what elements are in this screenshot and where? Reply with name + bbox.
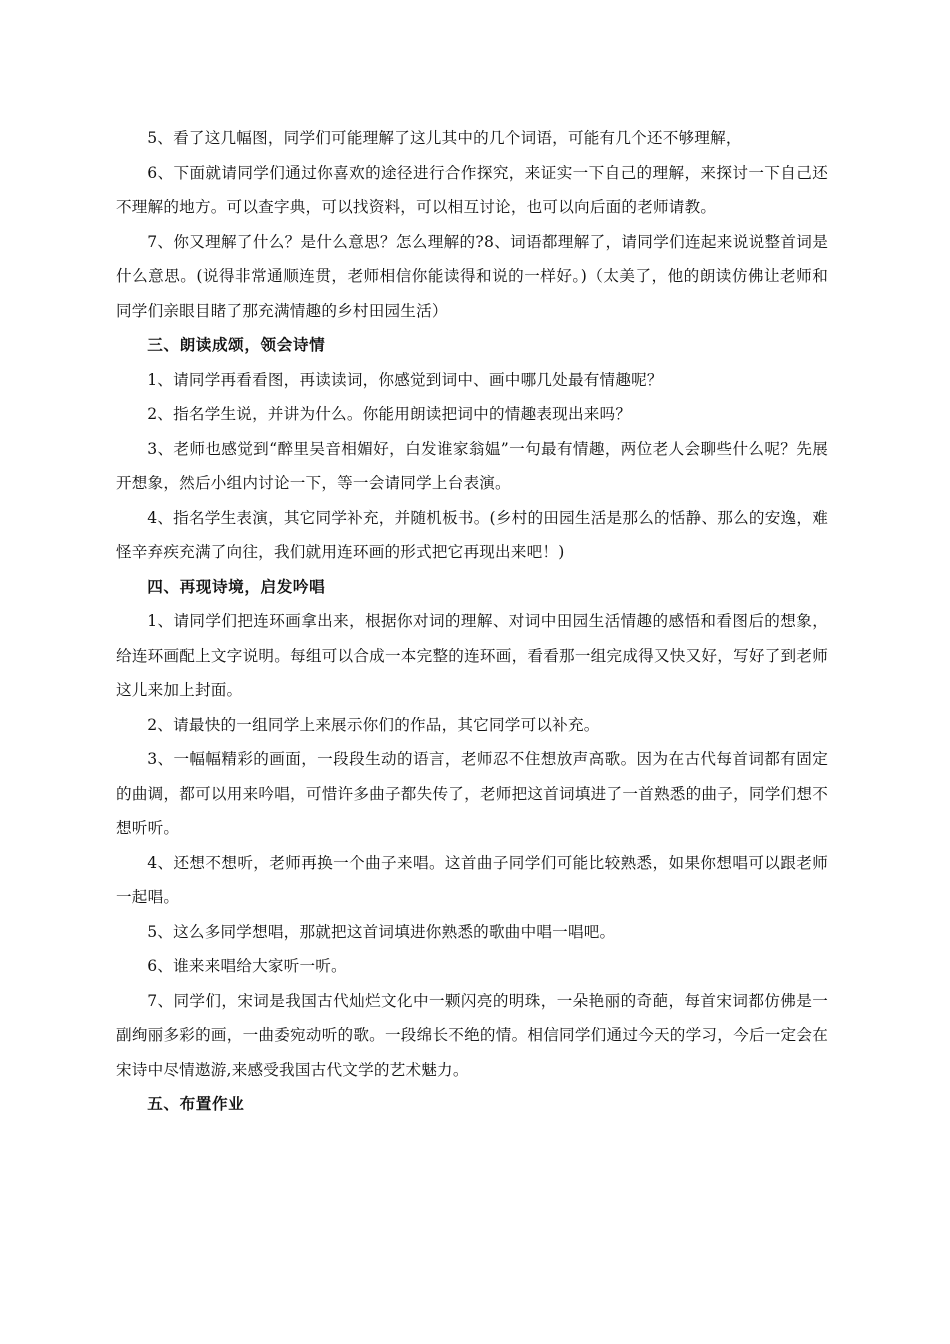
section-4-item-3: 3、一幅幅精彩的画面，一段段生动的语言，老师忍不住想放声高歌。因为在古代每首词都有固定的曲调，都可以用来吟唱，可惜许多曲子都失传了，老师把这首词填进了一首熟悉的曲子，同学们想不想听听。 bbox=[116, 750, 828, 837]
section-4-item-4: 4、还想不想听，老师再换一个曲子来唱。这首曲子同学们可能比较熟悉，如果你想唱可以跟老师一起唱。 bbox=[116, 853, 828, 906]
paragraph-step-6: 6、下面就请同学们通过你喜欢的途径进行合作探究，来证实一下自己的理解，来探讨一下自己还不理解的地方。可以查字典，可以找资料，可以相互讨论，也可以向后面的老师请教。 bbox=[116, 163, 828, 216]
paragraph-step-7: 7、你又理解了什么？是什么意思？怎么理解的?8、词语都理解了，请同学们连起来说说整首词是什么意思。(说得非常通顺连贯，老师相信你能读得和说的一样好。)（太美了，他的朗读仿佛让老师和同学们亲眼目睹了那充满情趣的乡村田园生活） bbox=[116, 232, 828, 320]
section-heading-4: 四、再现诗境，启发吟唱 bbox=[147, 577, 326, 596]
section-3-item-1: 1、请同学再看看图，再读读词，你感觉到词中、画中哪几处最有情趣呢？ bbox=[147, 370, 663, 389]
section-3-item-4: 4、指名学生表演，其它同学补充，并随机板书。(乡村的田园生活是那么的恬静、那么的安逸，难怪辛弃疾充满了向往，我们就用连环画的形式把它再现出来吧！) bbox=[116, 508, 828, 561]
section-4-item-6: 6、谁来来唱给大家听一听。 bbox=[147, 957, 347, 975]
section-3-item-2: 2、指名学生说，并讲为什么。你能用朗读把词中的情趣表现出来吗？ bbox=[147, 405, 632, 423]
section-4-item-1: 1、请同学们把连环画拿出来，根据你对词的理解、对词中田园生活情趣的感悟和看图后的想象，给连环画配上文字说明。每组可以合成一本完整的连环画，看看那一组完成得又快又好，写好了到老师这儿来加上封面。 bbox=[116, 612, 828, 699]
section-heading-5: 五、布置作业 bbox=[147, 1095, 245, 1113]
paragraph-step-5: 5、看了这几幅图，同学们可能理解了这儿其中的几个词语，可能有几个还不够理解， bbox=[147, 129, 742, 147]
section-4-item-5: 5、这么多同学想唱，那就把这首词填进你熟悉的歌曲中唱一唱吧。 bbox=[147, 922, 616, 941]
section-4-item-2: 2、请最快的一组同学上来展示你们的作品，其它同学可以补充。 bbox=[147, 715, 600, 734]
document-body bbox=[116, 121, 828, 1122]
section-3-item-3: 3、老师也感觉到“醉里吴音相媚好，白发谁家翁媪”一句最有情趣，两位老人会聊些什么呢？先展开想象，然后小组内讨论一下，等一会请同学上台表演。 bbox=[116, 439, 828, 492]
section-4-item-7: 7、同学们，宋词是我国古代灿烂文化中一颗闪亮的明珠，一朵艳丽的奇葩，每首宋词都仿佛是一副绚丽多彩的画，一曲委宛动听的歌。一段绵长不绝的情。相信同学们通过今天的学习，今后一定会在宋诗中尽情遨游,来感受我国古代文学的艺术魅力。 bbox=[116, 991, 828, 1079]
section-heading-3: 三、朗读成颂，领会诗情 bbox=[147, 336, 326, 354]
